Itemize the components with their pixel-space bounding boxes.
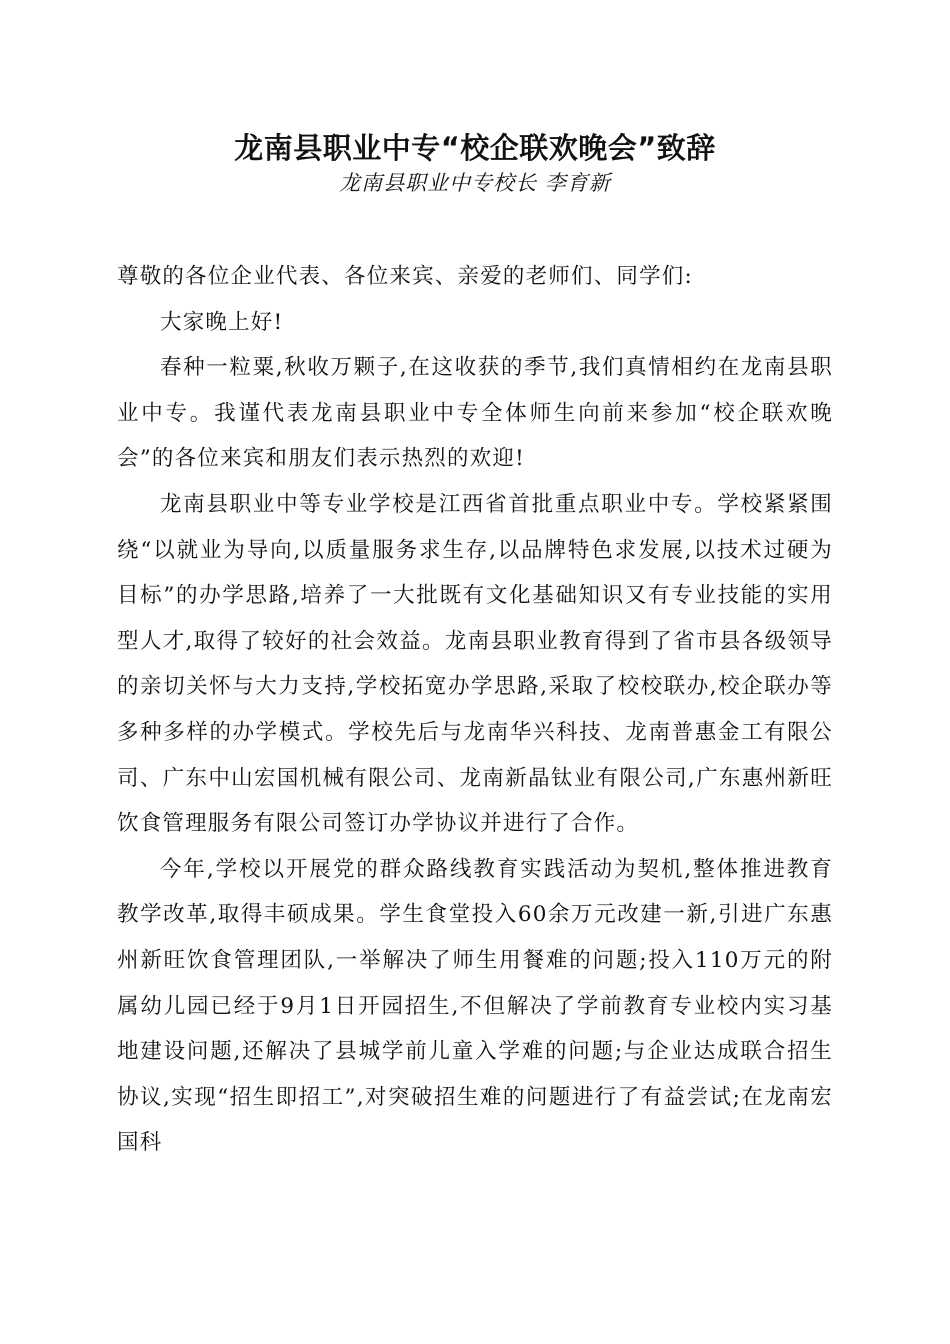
paragraph-1: 春种一粒粟,秋收万颗子,在这收获的季节,我们真情相约在龙南县职业中专。我谨代表龙南县职业中专全体师生向前来参加“校企联欢晚会”的各位来宾和朋友们表示热烈的欢迎! — [117, 355, 833, 472]
document-title: 龙南县职业中专“校企联欢晚会”致辞 — [234, 131, 716, 165]
paragraph-3: 今年,学校以开展党的群众路线教育实践活动为契机,整体推进教育教学改革,取得丰硕成果。学生食堂投入60余万元改建一新,引进广东惠州新旺饮食管理团队,一举解决了师生用餐难的问题;投入110万元的附属幼儿园已经于9月1日开园招生,不但解决了学前教育专业校内实习基地建设问题,还解决了县城学前儿童入学难的问题;与企业达成联合招生协议,实现“招生即招工”,对突破招生难的问题进行了有益尝试;在龙南宏国科 — [117, 856, 833, 1156]
document-author-line: 龙南县职业中专校长 李育新 — [339, 171, 611, 195]
paragraph-2: 龙南县职业中等专业学校是江西省首批重点职业中专。学校紧紧围绕“以就业为导向,以质量服务求生存,以品牌特色求发展,以技术过硬为目标”的办学思路,培养了一大批既有文化基础知识又有专业技能的实用型人才,取得了较好的社会效益。龙南县职业教育得到了省市县各级领导的亲切关怀与大力支持,学校拓宽办学思路,采取了校校联办,校企联办等多种多样的办学模式。学校先后与龙南华兴科技、龙南普惠金工有限公司、广东中山宏国机械有限公司、龙南新晶钛业有限公司,广东惠州新旺饮食管理服务有限公司签订办学协议并进行了合作。 — [117, 491, 833, 837]
greeting: 大家晚上好! — [160, 309, 284, 335]
document-body — [117, 254, 833, 1166]
salutation: 尊敬的各位企业代表、各位来宾、亲爱的老师们、同学们: — [117, 264, 693, 289]
